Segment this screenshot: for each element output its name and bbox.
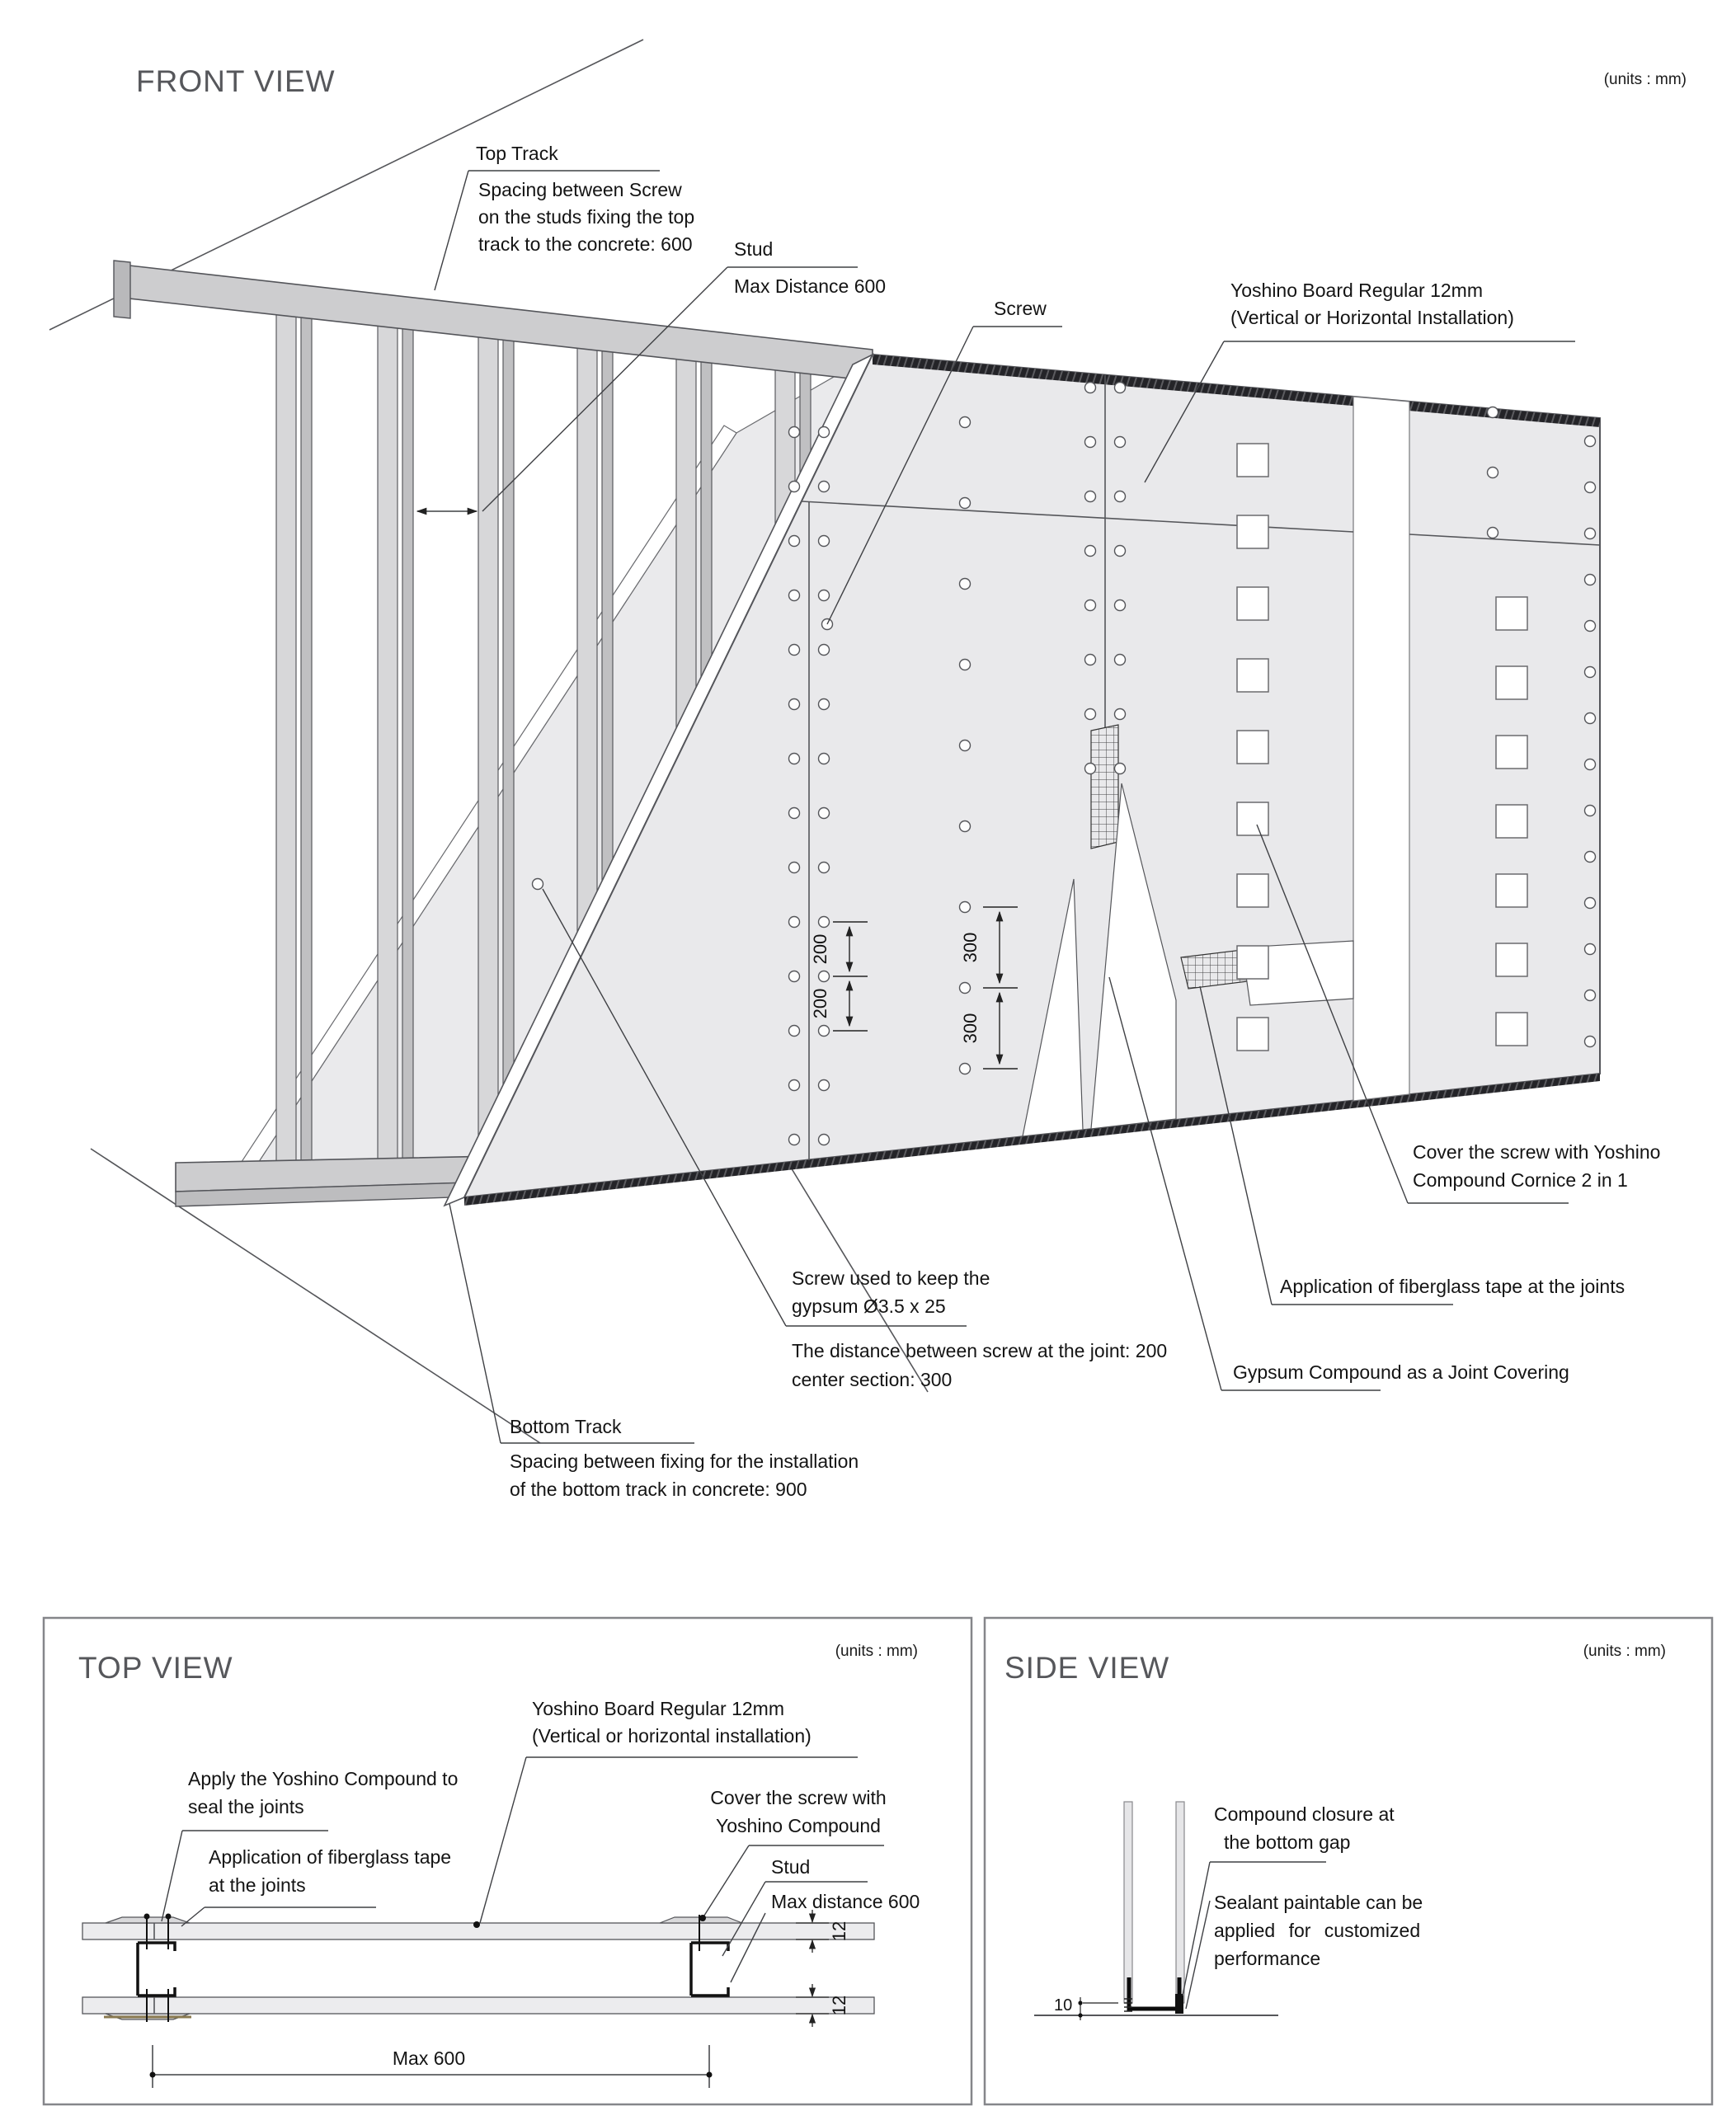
compound-patch	[1237, 659, 1268, 692]
sv-sealant-label-1: Sealant paintable can be	[1214, 1892, 1423, 1913]
side-view-border	[985, 1618, 1712, 2104]
screw-icon	[1115, 437, 1126, 448]
leader-dot	[473, 1921, 480, 1928]
top-view-title: TOP VIEW	[78, 1651, 233, 1685]
screw-icon	[1488, 407, 1498, 418]
screw-icon	[960, 821, 971, 832]
dim-end-dot	[150, 2072, 156, 2078]
front-view-drawing	[49, 40, 1600, 1443]
screw-icon	[960, 660, 971, 670]
screw-icon	[819, 699, 830, 710]
screw-distance-label-2: center section: 300	[792, 1369, 953, 1390]
screw-icon	[789, 536, 800, 547]
screw-icon	[1585, 713, 1596, 724]
sv-gap-dim-label: 10	[1054, 1996, 1073, 2015]
stud	[276, 312, 296, 1161]
screw-icon	[819, 1080, 830, 1091]
screw-icon	[1488, 528, 1498, 538]
screw-icon	[819, 645, 830, 656]
screw-icon	[819, 590, 830, 601]
side-view-title: SIDE VIEW	[1004, 1651, 1170, 1685]
tv-cover-label-2: Yoshino Compound	[716, 1815, 881, 1836]
screw-icon	[533, 879, 543, 890]
bottom-track-note-1: Spacing between fixing for the installation	[510, 1450, 859, 1472]
screw-icon	[1115, 764, 1126, 774]
dim-end-dot	[707, 2072, 713, 2078]
compound-patch	[1237, 874, 1268, 907]
compound-patch	[1496, 805, 1527, 838]
screw-used-label-2: gypsum Ø3.5 x 25	[792, 1295, 946, 1317]
screw-icon	[819, 917, 830, 928]
board-label-1: Yoshino Board Regular 12mm	[1230, 280, 1483, 301]
gypsum-compound-label: Gypsum Compound as a Joint Covering	[1233, 1361, 1569, 1383]
stud-max-distance-label: Max Distance 600	[734, 275, 887, 297]
screw-distance-label-1: The distance between screw at the joint: 200	[792, 1340, 1168, 1361]
screw-icon	[789, 645, 800, 656]
screw-icon	[1115, 383, 1126, 393]
screw-icon	[960, 417, 971, 428]
screw-icon	[1585, 990, 1596, 1001]
screw-icon	[819, 808, 830, 819]
screw-icon	[1085, 600, 1096, 611]
screw-icon	[960, 1064, 971, 1074]
screw-icon	[1115, 600, 1126, 611]
compound-patch	[1237, 587, 1268, 620]
screw-icon	[1585, 575, 1596, 585]
dim-12-bottom: 12	[829, 1995, 849, 2016]
stud	[478, 335, 498, 1157]
top-track-label: Top Track	[476, 143, 558, 164]
sv-board-left	[1124, 1802, 1132, 2003]
dim-200-upper: 200	[810, 933, 830, 965]
compound-patch	[1237, 802, 1268, 835]
screw-icon	[789, 808, 800, 819]
screw-icon	[1585, 436, 1596, 447]
compound-patch	[1237, 731, 1268, 764]
compound-patch	[1237, 444, 1268, 477]
cover-screw-label-1: Cover the screw with Yoshino	[1413, 1141, 1661, 1163]
tv-board-label-1: Yoshino Board Regular 12mm	[532, 1698, 784, 1719]
screw-used-label-1: Screw used to keep the	[792, 1267, 990, 1289]
leader-dot	[699, 1915, 706, 1921]
screw-icon	[960, 579, 971, 590]
board-gap	[1353, 397, 1409, 1101]
screw-icon	[1085, 383, 1096, 393]
screw-icon	[819, 971, 830, 982]
tv-max600-label: Max 600	[392, 2048, 466, 2069]
sv-compound-label-1: Compound closure at	[1214, 1803, 1395, 1825]
front-view-title: FRONT VIEW	[136, 64, 336, 98]
screw-icon	[819, 536, 830, 547]
screw-icon	[789, 754, 800, 764]
screw-icon	[1085, 546, 1096, 557]
top-view-border	[44, 1618, 972, 2104]
stud-label: Stud	[734, 238, 774, 260]
screw-icon	[960, 740, 971, 751]
screw-icon	[789, 427, 800, 438]
compound-patch	[1237, 946, 1268, 979]
screw-icon	[1115, 546, 1126, 557]
top-view-drawing	[44, 1618, 972, 2104]
screw-icon	[789, 482, 800, 492]
compound-patch	[1496, 736, 1527, 769]
dim-12-top: 12	[829, 1921, 849, 1942]
screw-icon	[789, 1080, 800, 1091]
screw-icon	[1585, 898, 1596, 909]
side-view-drawing	[985, 1618, 1712, 2104]
top-view-units: (units : mm)	[835, 1643, 918, 1660]
screw-icon	[789, 971, 800, 982]
fiberglass-tape-label: Application of fiberglass tape at the joints	[1280, 1276, 1625, 1297]
screw-icon	[789, 917, 800, 928]
top-track-note-3: track to the concrete: 600	[478, 233, 693, 255]
compound-patch	[1496, 666, 1527, 699]
tv-fiberglass-label-2: at the joints	[209, 1874, 306, 1896]
sv-compound-label-2: the bottom gap	[1224, 1831, 1351, 1853]
compound-patch	[1496, 943, 1527, 976]
tv-board-bottom	[82, 1997, 874, 2014]
screw-icon	[1585, 529, 1596, 539]
tv-board-label-2: (Vertical or horizontal installation)	[532, 1725, 812, 1747]
top-track-note-1: Spacing between Screw	[478, 179, 682, 200]
screw-icon	[1585, 1037, 1596, 1047]
screw-icon	[819, 754, 830, 764]
screw-icon	[1085, 491, 1096, 502]
screw-icon	[1585, 621, 1596, 632]
screw-icon	[1085, 655, 1096, 665]
dim-300-upper: 300	[960, 932, 981, 963]
sv-sealant-label-3: performance	[1214, 1948, 1321, 1969]
top-track-end-cap	[114, 261, 130, 318]
screw-icon	[789, 1026, 800, 1037]
screw-icon	[819, 482, 830, 492]
sv-board-right	[1176, 1802, 1184, 2003]
top-track-note-2: on the studs fixing the top	[478, 206, 695, 228]
screw-icon	[789, 863, 800, 873]
screw-icon	[819, 427, 830, 438]
board-label-2: (Vertical or Horizontal Installation)	[1230, 307, 1514, 328]
stud	[378, 323, 398, 1159]
compound-patch	[1237, 1018, 1268, 1051]
screw-label: Screw	[994, 298, 1047, 319]
compound-patch	[1496, 597, 1527, 630]
screw-icon	[1115, 491, 1126, 502]
sv-compound-closure	[1175, 1994, 1183, 2014]
compound-patch	[1237, 515, 1268, 548]
stud-flange	[301, 315, 312, 1161]
bottom-track-note-2: of the bottom track in concrete: 900	[510, 1479, 807, 1500]
dim-200-lower: 200	[810, 988, 830, 1019]
dim-300-lower: 300	[960, 1013, 981, 1044]
sv-sealant-label-2: applied for customized	[1214, 1920, 1421, 1941]
screw-icon	[1488, 468, 1498, 478]
screw-icon	[1585, 944, 1596, 955]
screw-icon	[1585, 852, 1596, 863]
tv-stud-label: Stud	[771, 1856, 811, 1878]
tv-cover-label-1: Cover the screw with	[710, 1787, 887, 1808]
bottom-track-label: Bottom Track	[510, 1416, 622, 1437]
screw-icon	[819, 1135, 830, 1145]
screw-icon	[1085, 764, 1096, 774]
stud-flange	[503, 337, 514, 1156]
screw-icon	[1085, 709, 1096, 720]
tv-screw-dot	[144, 1914, 150, 1920]
screw-icon	[960, 498, 971, 509]
screw-icon	[1585, 759, 1596, 770]
screw-icon	[1085, 437, 1096, 448]
fiberglass-tape-vertical	[1091, 725, 1118, 849]
screw-icon	[789, 590, 800, 601]
compound-patch	[1496, 1013, 1527, 1046]
tv-max-distance-label: Max distance 600	[771, 1891, 920, 1912]
screw-icon	[1115, 709, 1126, 720]
front-view-units: (units : mm)	[1603, 71, 1687, 88]
compound-patch	[1496, 874, 1527, 907]
screw-icon	[1115, 655, 1126, 665]
cover-screw-label-2: Compound Cornice 2 in 1	[1413, 1169, 1628, 1191]
screw-icon	[1585, 482, 1596, 493]
screw-icon	[819, 1026, 830, 1037]
screw-icon	[960, 902, 971, 913]
tv-apply-label-2: seal the joints	[188, 1796, 304, 1817]
tv-screw-dot	[166, 1914, 172, 1920]
tv-apply-label-1: Apply the Yoshino Compound to	[188, 1768, 459, 1789]
screw-icon	[1585, 806, 1596, 816]
screw-icon	[789, 1135, 800, 1145]
screw-icon	[789, 699, 800, 710]
screw-icon	[1585, 667, 1596, 678]
screw-icon	[819, 863, 830, 873]
stud-flange	[402, 326, 413, 1159]
tv-fiberglass-label-1: Application of fiberglass tape	[209, 1846, 452, 1868]
side-view-units: (units : mm)	[1583, 1643, 1666, 1660]
screw-icon	[960, 983, 971, 994]
